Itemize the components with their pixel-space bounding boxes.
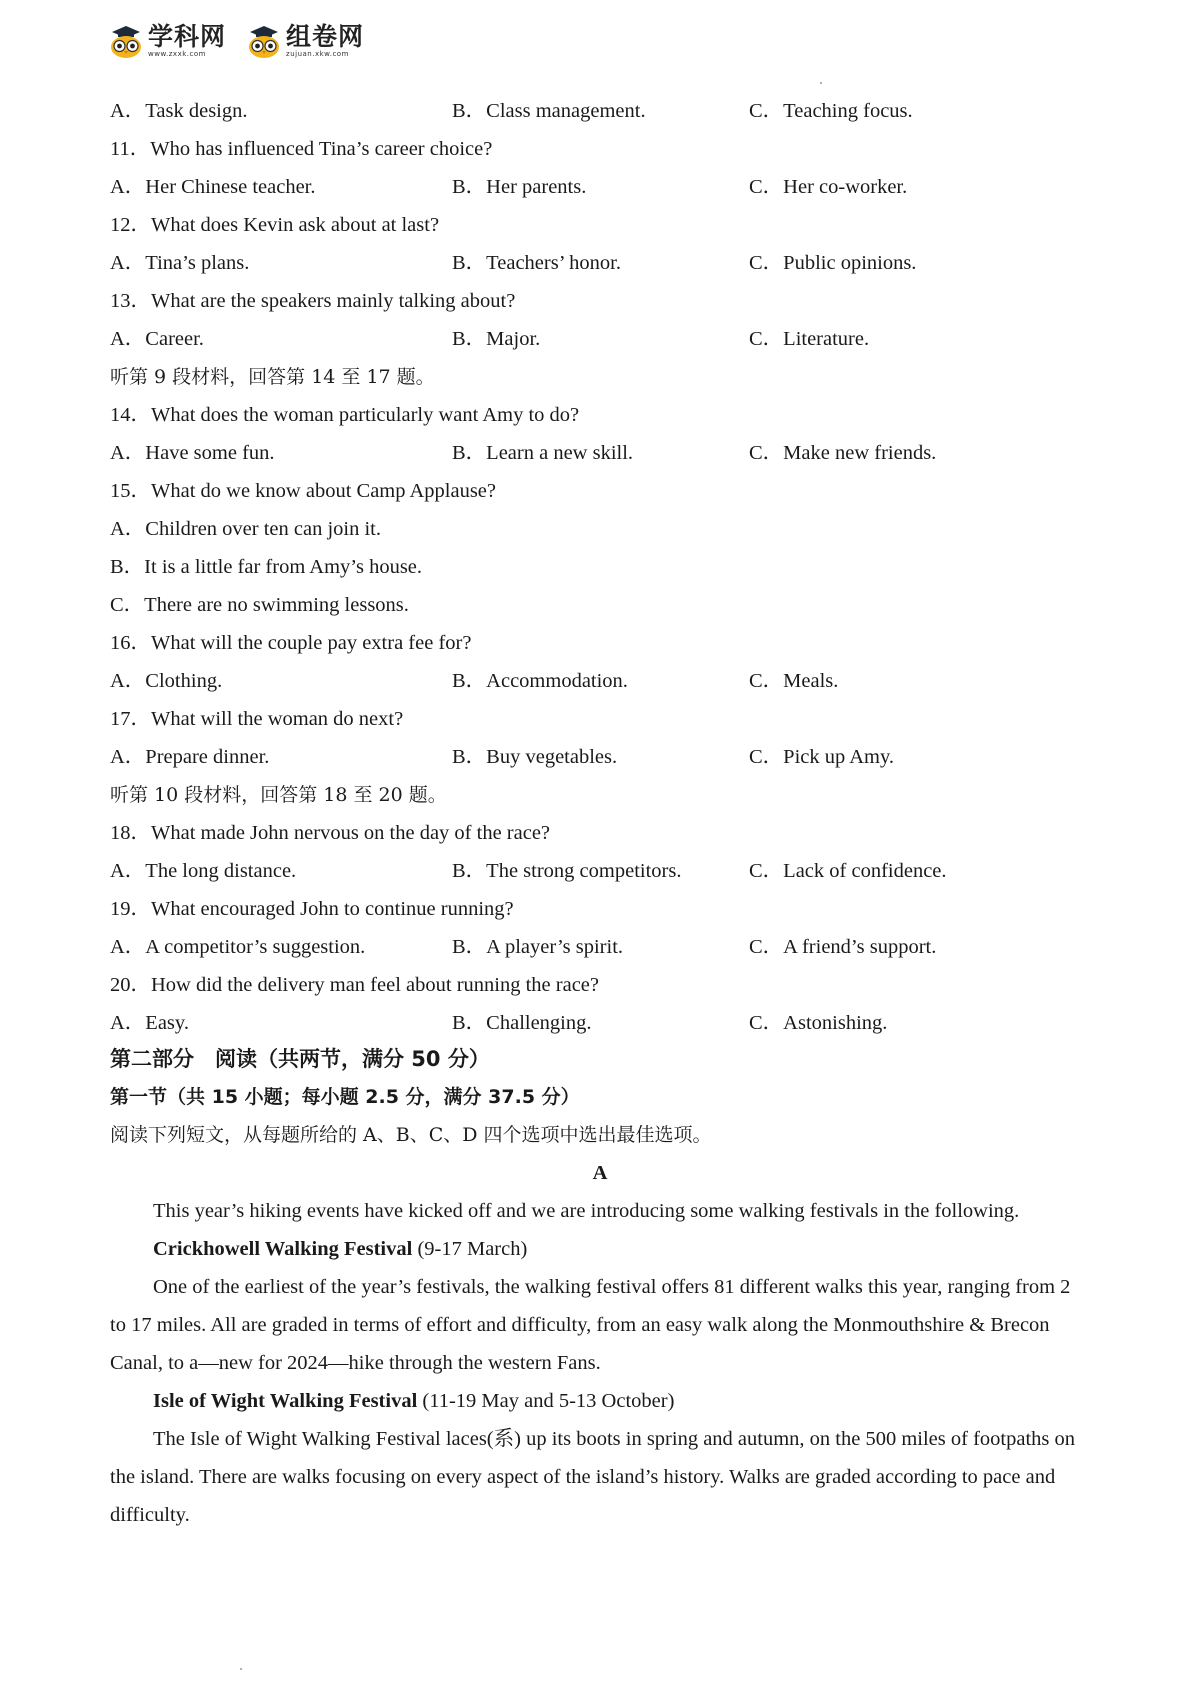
option-a: A．The long distance. xyxy=(110,860,297,882)
option-b: B．A player’s spirit. xyxy=(452,936,624,958)
question-20 xyxy=(0,971,1200,999)
question-12 xyxy=(0,211,1200,239)
option-row-q11 xyxy=(0,173,1200,201)
scan-speck xyxy=(820,82,822,84)
option-q15-c xyxy=(0,591,1200,619)
option-q15-a xyxy=(0,515,1200,543)
option-row-q17 xyxy=(0,743,1200,771)
question-16 xyxy=(0,629,1200,657)
question-text: 12．What does Kevin ask about at last? xyxy=(110,214,440,236)
question-text: 20．How did the delivery man feel about running the race? xyxy=(110,974,599,996)
option-c: C．Literature. xyxy=(749,328,870,350)
owl-mascot-icon xyxy=(246,23,282,59)
passage-intro: This year’s hiking events have kicked off and we are introducing some walking festivals in the following. xyxy=(153,1200,1020,1222)
option-c: C．Pick up Amy. xyxy=(749,746,895,768)
festival-name: Crickhowell Walking Festival xyxy=(153,1238,413,1260)
passage-label-text: A xyxy=(592,1162,608,1184)
festival-1-description: One of the earliest of the year’s festivals, the walking festival offers 81 different walks this year, ranging from 2 to 17 miles. All are graded in terms of effort and difficulty, from an easy walk along the Monmouthshire & Brecon Canal, to a—new for 2024—hike through the western Fans. xyxy=(110,1276,1071,1374)
option-a: A．Clothing. xyxy=(110,670,223,692)
passage-label xyxy=(0,1159,1200,1187)
option-b: B．It is a little far from Amy’s house. xyxy=(110,556,423,578)
option-c: C．Public opinions. xyxy=(749,252,917,274)
section-heading-text: 第一节（共 15 小题；每小题 2.5 分，满分 37.5 分） xyxy=(110,1086,580,1108)
question-19 xyxy=(0,895,1200,923)
question-text: 11．Who has influenced Tina’s career choice? xyxy=(110,138,493,160)
question-13 xyxy=(0,287,1200,315)
option-row-q20 xyxy=(0,1009,1200,1037)
festival-dates: (9-17 March) xyxy=(412,1238,528,1260)
option-q15-b xyxy=(0,553,1200,581)
option-a: A．A competitor’s suggestion. xyxy=(110,936,366,958)
section-10-instruction xyxy=(0,781,1200,809)
scan-speck xyxy=(240,1668,242,1670)
question-18 xyxy=(0,819,1200,847)
option-c: C．Astonishing. xyxy=(749,1012,888,1034)
option-row-q19 xyxy=(0,933,1200,961)
question-text: 16．What will the couple pay extra fee for? xyxy=(110,632,472,654)
option-c: C．Meals. xyxy=(749,670,839,692)
festival-name: Isle of Wight Walking Festival xyxy=(153,1390,418,1412)
option-c: C．Her co-worker. xyxy=(749,176,908,198)
section-instruction-text: 听第 9 段材料，回答第 14 至 17 题。 xyxy=(110,366,435,388)
zujuan-logo-text: 组卷网 xyxy=(286,22,365,51)
option-row-q10 xyxy=(0,97,1200,125)
question-text: 13．What are the speakers mainly talking about? xyxy=(110,290,516,312)
zxxk-logo-text: 学科网 xyxy=(148,22,227,51)
option-c: C．Teaching focus. xyxy=(749,100,913,122)
option-b: B．Class management. xyxy=(452,100,646,122)
owl-mascot-icon xyxy=(108,23,144,59)
option-b: B．The strong competitors. xyxy=(452,860,682,882)
option-a: A．Have some fun. xyxy=(110,442,275,464)
option-row-q18 xyxy=(0,857,1200,885)
option-a: A．Prepare dinner. xyxy=(110,746,270,768)
question-text: 15．What do we know about Camp Applause? xyxy=(110,480,497,502)
zxxk-logo[interactable] xyxy=(108,23,226,59)
option-a: A．Career. xyxy=(110,328,204,350)
option-row-q14 xyxy=(0,439,1200,467)
option-a: A．Easy. xyxy=(110,1012,189,1034)
zxxk-logo-url: www.zxxk.com xyxy=(148,50,206,58)
question-text: 18．What made John nervous on the day of the race? xyxy=(110,822,551,844)
option-c: C．There are no swimming lessons. xyxy=(110,594,409,616)
festival-2-description: The Isle of Wight Walking Festival laces(系) up its boots in spring and autumn, on the 500 miles of footpaths on the island. There are walks focusing on every aspect of the island’s history. Walks are graded according to pace and difficulty. xyxy=(110,1428,1075,1526)
section-1-heading xyxy=(0,1083,1200,1111)
question-11 xyxy=(0,135,1200,163)
option-a: A．Tina’s plans. xyxy=(110,252,250,274)
instructions-text: 阅读下列短文，从每题所给的 A、B、C、D 四个选项中选出最佳选项。 xyxy=(110,1124,712,1146)
option-a: A．Children over ten can join it. xyxy=(110,518,381,540)
question-text: 17．What will the woman do next? xyxy=(110,708,404,730)
option-b: B．Her parents. xyxy=(452,176,587,198)
option-b: B．Teachers’ honor. xyxy=(452,252,621,274)
festival-2-title xyxy=(110,1382,1090,1420)
part-heading-text: 第二部分 阅读（共两节，满分 50 分） xyxy=(110,1047,490,1071)
option-a: A．Task design. xyxy=(110,100,248,122)
option-row-q13 xyxy=(0,325,1200,353)
option-c: C．A friend’s support. xyxy=(749,936,937,958)
zujuan-logo[interactable] xyxy=(246,23,364,59)
option-b: B．Learn a new skill. xyxy=(452,442,634,464)
option-b: B．Challenging. xyxy=(452,1012,592,1034)
option-c: C．Make new friends. xyxy=(749,442,937,464)
option-c: C．Lack of confidence. xyxy=(749,860,947,882)
option-b: B．Buy vegetables. xyxy=(452,746,618,768)
question-text: 14．What does the woman particularly want Amy to do? xyxy=(110,404,580,426)
option-row-q12 xyxy=(0,249,1200,277)
part-2-heading xyxy=(0,1045,1200,1073)
option-b: B．Major. xyxy=(452,328,541,350)
section-instruction-text: 听第 10 段材料，回答第 18 至 20 题。 xyxy=(110,784,447,806)
option-b: B．Accommodation. xyxy=(452,670,628,692)
question-14 xyxy=(0,401,1200,429)
header-logos xyxy=(108,18,364,64)
zujuan-logo-url: zujuan.xkw.com xyxy=(286,50,349,58)
section-9-instruction xyxy=(0,363,1200,391)
option-a: A．Her Chinese teacher. xyxy=(110,176,316,198)
festival-1-title xyxy=(110,1230,1090,1268)
festival-dates: (11-19 May and 5-13 October) xyxy=(417,1390,675,1412)
reading-instructions xyxy=(0,1121,1200,1149)
option-row-q16 xyxy=(0,667,1200,695)
question-17 xyxy=(0,705,1200,733)
question-15 xyxy=(0,477,1200,505)
question-text: 19．What encouraged John to continue running? xyxy=(110,898,514,920)
